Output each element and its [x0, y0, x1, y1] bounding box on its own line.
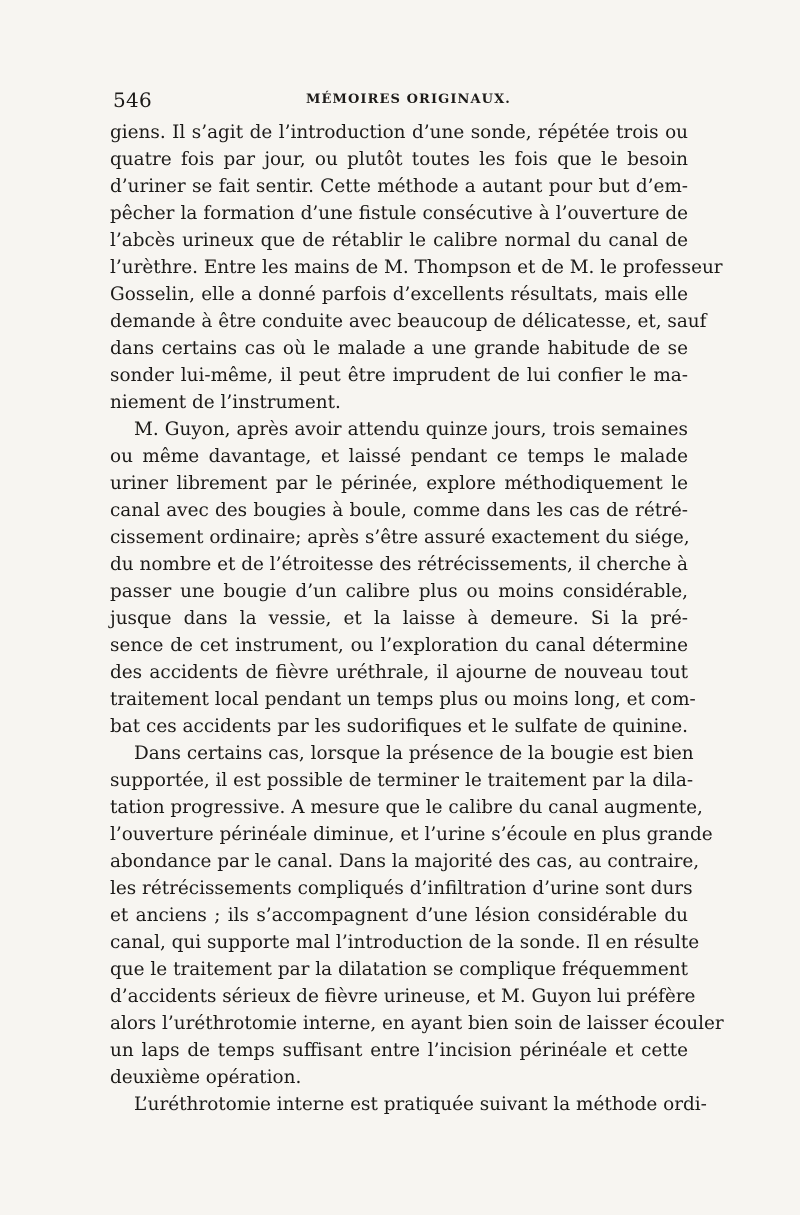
text-line: passer une bougie d’un calibre plus ou moins considérable, — [110, 581, 688, 602]
text-line: giens. Il s’agit de l’introduction d’une sonde, répétée trois ou — [110, 122, 688, 143]
text-line: et anciens ; ils s’accompagnent d’une lésion considérable du — [110, 905, 688, 926]
text-line: demande à être conduite avec beaucoup de délicatesse, et, sauf — [110, 311, 707, 332]
text-line: tation progressive. A mesure que le calibre du canal augmente, — [110, 797, 703, 818]
text-line: que le traitement par la dilatation se complique fréquemment — [110, 959, 688, 980]
text-line: cissement ordinaire; après s’être assuré exactement du siége, — [110, 527, 690, 548]
body-text — [110, 119, 724, 1139]
text-line: du nombre et de l’étroitesse des rétrécissements, il cherche à — [110, 554, 688, 575]
text-line: abondance par le canal. Dans la majorité des cas, au contraire, — [110, 851, 700, 872]
text-line: l’abcès urineux que de rétablir le calibre normal du canal de — [110, 230, 688, 251]
paragraph-start-line: M. Guyon, après avoir attendu quinze jours, trois semaines — [134, 419, 688, 440]
paragraph-start-line: Dans certains cas, lorsque la présence de la bougie est bien — [134, 743, 694, 764]
text-line: canal avec des bougies à boule, comme dans les cas de rétré- — [110, 500, 688, 521]
text-line: dans certains cas où le malade a une grande habitude de se — [110, 338, 688, 359]
text-line: quatre fois par jour, ou plutôt toutes les fois que le besoin — [110, 149, 688, 170]
running-title: MÉMOIRES ORIGINAUX. — [306, 92, 511, 107]
text-line: bat ces accidents par les sudorifiques et le sulfate de quinine. — [110, 716, 688, 737]
text-line: d’uriner se fait sentir. Cette méthode a autant pour but d’em- — [110, 176, 688, 197]
text-line: d’accidents sérieux de fièvre urineuse, et M. Guyon lui préfère — [110, 986, 696, 1007]
text-line: Gosselin, elle a donné parfois d’excellents résultats, mais elle — [110, 284, 688, 305]
text-line: alors l’uréthrotomie interne, en ayant bien soin de laisser écouler — [110, 1013, 724, 1034]
paragraph-start-line: L’uréthrotomie interne est pratiquée suivant la méthode ordi- — [134, 1094, 707, 1115]
text-line: l’urèthre. Entre les mains de M. Thompson et de M. le professeur — [110, 257, 723, 278]
text-line: traitement local pendant un temps plus ou moins long, et com- — [110, 689, 696, 710]
text-line: ou même davantage, et laissé pendant ce temps le malade — [110, 446, 688, 467]
text-line: l’ouverture périnéale diminue, et l’urine s’écoule en plus grande — [110, 824, 713, 845]
running-header — [113, 88, 691, 114]
text-line: pêcher la formation d’une fistule consécutive à l’ouverture de — [110, 203, 688, 224]
text-line: un laps de temps suffisant entre l’incision périnéale et cette — [110, 1040, 688, 1061]
text-line: canal, qui supporte mal l’introduction de la sonde. Il en résulte — [110, 932, 700, 953]
text-line: supportée, il est possible de terminer le traitement par la dila- — [110, 770, 694, 791]
text-line: uriner librement par le périnée, explore méthodiquement le — [110, 473, 688, 494]
text-line: des accidents de fièvre uréthrale, il ajourne de nouveau tout — [110, 662, 688, 683]
page-number: 546 — [113, 88, 153, 112]
text-line: sence de cet instrument, ou l’exploration du canal détermine — [110, 635, 688, 656]
text-line: les rétrécissements compliqués d’infiltration d’urine sont durs — [110, 878, 693, 899]
text-line: jusque dans la vessie, et la laisse à demeure. Si la pré- — [110, 608, 688, 629]
text-line: sonder lui-même, il peut être imprudent de lui confier le ma- — [110, 365, 688, 386]
text-line: deuxième opération. — [110, 1067, 302, 1088]
text-line: niement de l’instrument. — [110, 392, 341, 413]
